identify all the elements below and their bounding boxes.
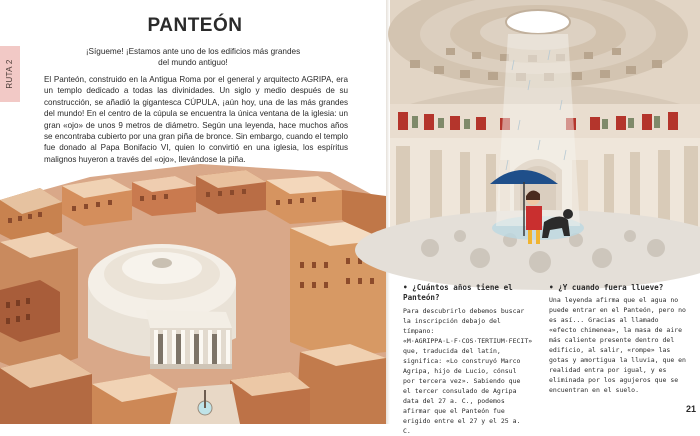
question-how-old-text: Para descubrirlo debemos buscar la inscripción debajo del tímpano: «M·AGRIPPA·L·F·COS·TERTIUM·FECIT» que, traducida del latín, significa: «Lo construyó Marco Agripa, hijo de Lucio, cónsul por tercera vez». Sabiendo que el tercer consulado de Agripa data del 27 a. C., podemos afirmar que el Panteón fue erigido entre el 27 y el 25 a. C. [403, 306, 533, 435]
intro-text: ¡Sígueme! ¡Estamos ante uno de los edificios más grandes del mundo antiguo! [85, 47, 301, 68]
page-title: PANTEÓN [147, 15, 243, 36]
right-page [390, 0, 700, 435]
body-text: El Panteón, construido en la Antigua Roma por el general y arquitecto AGRIPA, era un templo dedicado a todas las divinidades. Un siglo y medio después de su construcción, se añadió la gigantesca CÚPULA, ¡aún hoy, una de las más grandes del mundo! En el centro de la cúpula se encuentra la única ventana de la iglesia: un gran «ojo» de unos 9 metros de diámetro. Según una leyenda, hace muchos años se encontraba cubierto por una gran piña de bronce. Sin embargo, cuando el templo fue donado al Papa Bonifacio VI, quien lo convirtió en una iglesia, los espíritus malignos huyeron a través del «ojo», llevándose la piña. [44, 75, 348, 164]
route-label: RUTA 2 [5, 59, 14, 89]
question-how-old [403, 283, 531, 436]
question-rain-title: • ¿Y cuando fuera llueve? [549, 283, 664, 292]
page-number: 21 [685, 404, 696, 414]
pantheon-city-illustration [0, 162, 386, 424]
question-how-old-title: • ¿Cuántos años tiene el Panteón? [403, 283, 513, 303]
pantheon-interior-illustration [390, 0, 700, 274]
question-rain [549, 283, 689, 395]
question-rain-text: Una leyenda afirma que el agua no puede entrar en el Panteón, pero no es así... Gracias al llamado «efecto chimenea», la masa de aire más caliente presente dentro del edificio, al salir, «rompe» las gotas y amortigua la lluvia, que en realidad entra por igual, y es eliminada por los agujeros que se encuentran en el suelo. [549, 296, 686, 395]
